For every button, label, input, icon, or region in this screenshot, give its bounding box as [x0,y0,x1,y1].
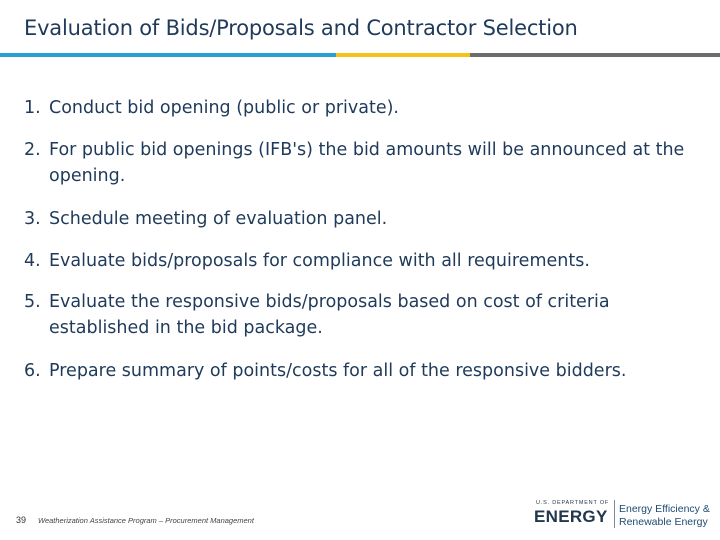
list-item-text: For public bid openings (IFB's) the bid amounts will be announced at the opening. [49,140,685,186]
list-item-number: 2. [24,140,41,160]
list-item-number: 5. [24,292,41,312]
list-item [24,137,704,189]
logo-separator [614,500,615,528]
list-item [24,95,399,121]
list-item [24,206,387,232]
list-item [24,248,590,274]
list-item-text: Evaluate bids/proposals for compliance with all requirements. [49,251,590,271]
list-item-number: 4. [24,251,41,271]
title-rule-gray [470,53,720,57]
page-number: 39 [16,515,27,525]
title-rule-blue [0,53,336,57]
list-item-number: 1. [24,98,41,118]
logo-office-line2: Renewable Energy [619,516,708,528]
list-item [24,289,704,341]
list-item-text: Conduct bid opening (public or private). [49,98,399,118]
list-item-text: Prepare summary of points/costs for all of the responsive bidders. [49,361,627,381]
title-rule-gold [336,53,470,57]
footer-program-text: Weatherization Assistance Program – Procurement Management [38,516,254,525]
slide-title: Evaluation of Bids/Proposals and Contractor Selection [24,16,578,40]
list-item-text: Schedule meeting of evaluation panel. [49,209,388,229]
list-item-text: Evaluate the responsive bids/proposals based on cost of criteria established in the bid package. [49,292,610,338]
list-item-number: 3. [24,209,41,229]
doe-eere-logo [532,498,712,534]
logo-office-line1: Energy Efficiency & [619,503,710,515]
logo-dept-text: U.S. DEPARTMENT OF [536,500,610,506]
logo-energy-text: ENERGY [534,507,608,526]
list-item [24,358,626,384]
list-item-number: 6. [24,361,41,381]
